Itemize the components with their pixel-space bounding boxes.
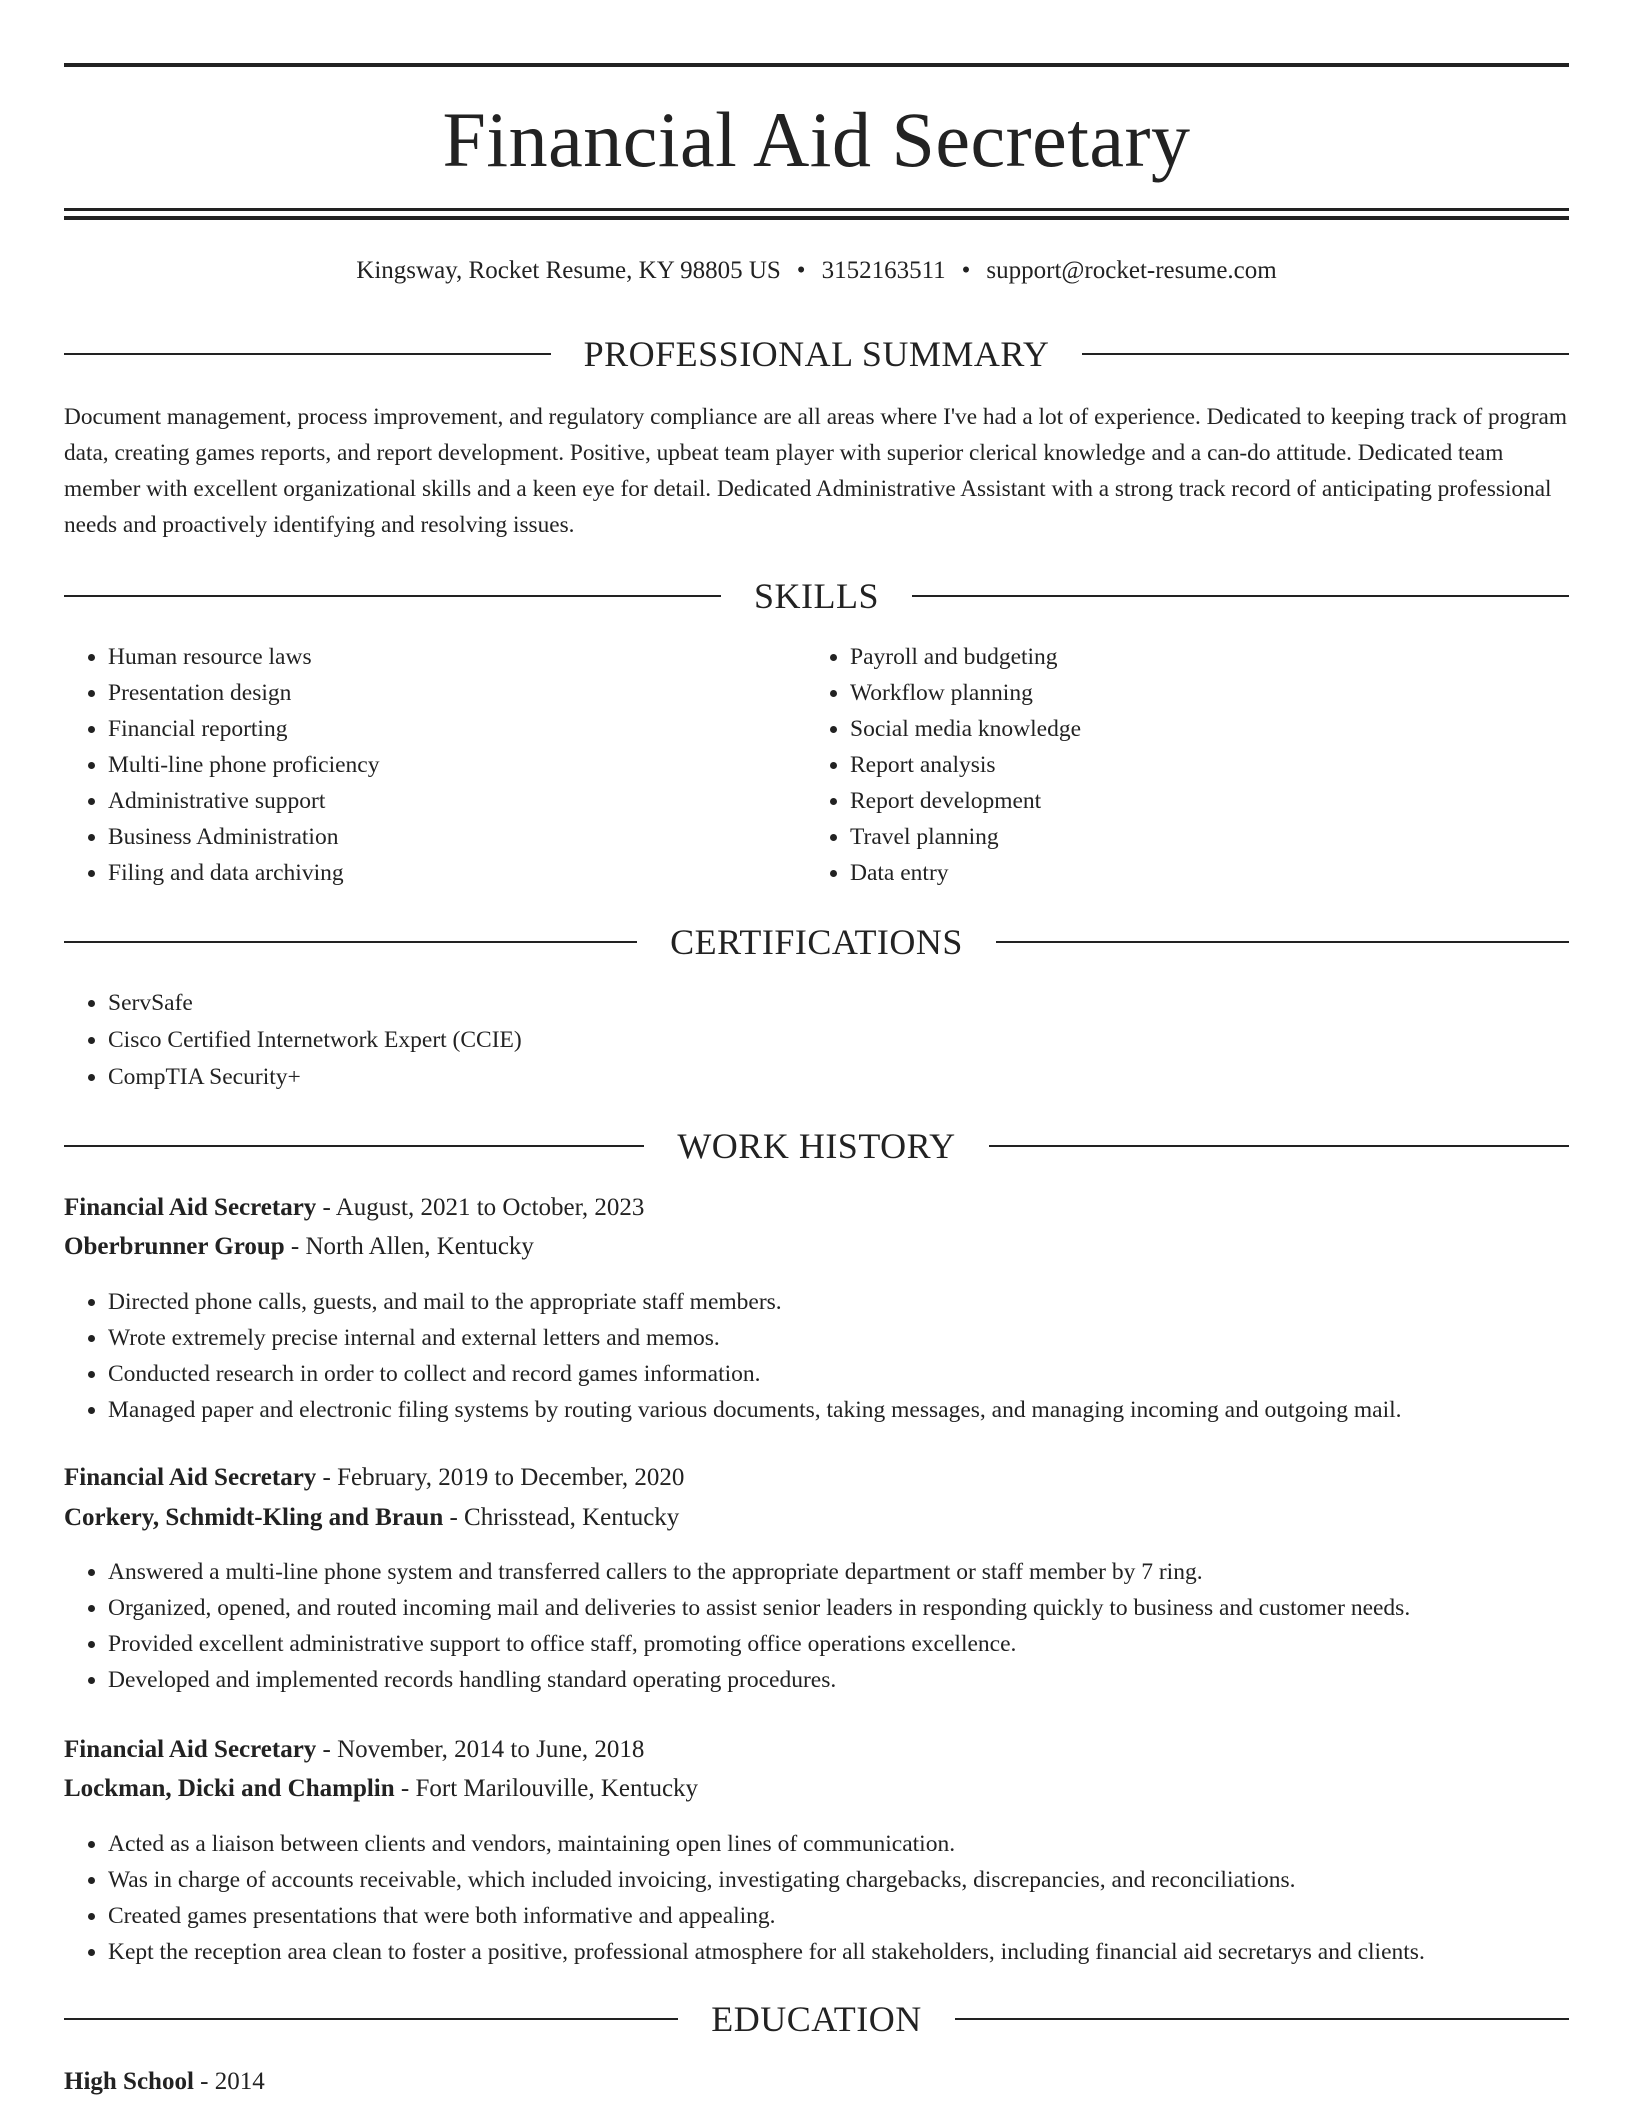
job-duty-item: • Wrote extremely precise internal and external letters and memos. <box>108 1320 1613 1356</box>
section-rule-right <box>989 1145 1569 1147</box>
section-rule-left <box>64 941 637 943</box>
section-rule-left <box>64 2018 678 2020</box>
job-duty-item: • Was in charge of accounts receivable, which included invoicing, investigating chargebacks, discrepancies, and reconciliations. <box>108 1862 1613 1898</box>
header-double-rule-upper <box>64 208 1569 211</box>
contact-email[interactable]: support@rocket-resume.com <box>986 257 1277 284</box>
job-title: Financial Aid Secretary <box>64 1736 317 1763</box>
contact-address: Kingsway, Rocket Resume, KY 98805 US <box>356 257 781 284</box>
job-duty-item: • Created games presentations that were both informative and appealing. <box>108 1898 1613 1934</box>
job-duty-item: • Answered a multi-line phone system and transferred callers to the appropriate department or staff member by 7 ring. <box>108 1554 1613 1590</box>
job-location: - North Allen, Kentucky <box>290 1233 534 1260</box>
skill-item: • Administrative support <box>108 783 848 819</box>
contact-phone: 3152163511 <box>821 257 946 284</box>
section-rule-right <box>955 2018 1569 2020</box>
job-duty-item: • Provided excellent administrative support to office staff, promoting office operations excellence. <box>108 1626 1613 1662</box>
job-location: - Chrisstead, Kentucky <box>449 1504 680 1531</box>
job-duty-item: • Developed and implemented records handling standard operating procedures. <box>108 1662 1613 1698</box>
certifications-list <box>64 985 1108 1096</box>
section-header-skills <box>64 574 1569 618</box>
education-year: - 2014 <box>200 2068 265 2095</box>
section-title: EDUCATION <box>711 1999 922 2039</box>
job-dates: - February, 2019 to December, 2020 <box>322 1464 685 1491</box>
section-title: WORK HISTORY <box>677 1126 956 1166</box>
job-dates: - November, 2014 to June, 2018 <box>322 1736 645 1763</box>
job-company: Lockman, Dicki and Champlin <box>64 1775 395 1802</box>
section-rule-right <box>996 941 1569 943</box>
resume-title: Financial Aid Secretary <box>442 96 1191 183</box>
section-title: CERTIFICATIONS <box>670 922 963 962</box>
job-title: Financial Aid Secretary <box>64 1464 317 1491</box>
job-duty-item: • Conducted research in order to collect and record games information. <box>108 1356 1613 1392</box>
section-rule-left <box>64 1145 644 1147</box>
skill-item: • Travel planning <box>850 819 1590 855</box>
section-title: SKILLS <box>754 576 880 616</box>
contact-line <box>64 254 1569 288</box>
section-rule-right <box>1082 353 1569 355</box>
job-duty-item: • Organized, opened, and routed incoming mail and deliveries to assist senior leaders in responding quickly to business and customer needs. <box>108 1590 1613 1626</box>
job-company-line <box>64 1500 679 1536</box>
skill-item: • Presentation design <box>108 675 848 711</box>
skill-item: • Human resource laws <box>108 639 848 675</box>
header-double-rule-lower <box>64 216 1569 220</box>
job-duty-item: • Kept the reception area clean to foster a positive, professional atmosphere for all stakeholders, including financial aid secretarys and clients. <box>108 1934 1613 1970</box>
job-duty-item: • Acted as a liaison between clients and vendors, maintaining open lines of communication. <box>108 1826 1613 1862</box>
contact-separator: • <box>961 257 971 284</box>
job-duty-item: • Managed paper and electronic filing systems by routing various documents, taking messages, and managing incoming and outgoing mail. <box>108 1392 1613 1428</box>
job-duties-list <box>64 1284 1613 1428</box>
job-duty-item: • Directed phone calls, guests, and mail to the appropriate staff members. <box>108 1284 1613 1320</box>
header-top-rule <box>64 63 1569 67</box>
contact-separator: • <box>796 257 806 284</box>
section-rule-right <box>912 595 1569 597</box>
section-header-summary <box>64 332 1569 376</box>
education-line <box>64 2064 265 2100</box>
skill-item: • Social media knowledge <box>850 711 1590 747</box>
section-header-education <box>64 1997 1569 2041</box>
job-company-line <box>64 1771 698 1807</box>
skill-item: • Business Administration <box>108 819 848 855</box>
skill-item: • Workflow planning <box>850 675 1590 711</box>
certification-item: • ServSafe <box>108 985 1108 1022</box>
summary-text: Document management, process improvement, and regulatory compliance are all areas where I've had a lot of experience. Dedicated to keeping track of program data, creating games reports, and report development. Positive, upbeat team player with superior clerical knowledge and a can-do attitude. Dedicated team member with excellent organizational skills and a keen eye for detail. Dedicated Administrative Assistant with a strong track record of anticipating professional needs and proactively identifying and resolving issues. <box>64 404 1567 538</box>
section-header-certifications <box>64 920 1569 964</box>
certification-item: • Cisco Certified Internetwork Expert (CCIE) <box>108 1022 1108 1059</box>
skill-item: • Financial reporting <box>108 711 848 747</box>
skill-item: • Multi-line phone proficiency <box>108 747 848 783</box>
section-rule-left <box>64 595 721 597</box>
job-duties-list <box>64 1554 1613 1698</box>
job-title-line <box>64 1460 684 1496</box>
job-title-line <box>64 1732 644 1768</box>
section-rule-left <box>64 353 551 355</box>
section-title: PROFESSIONAL SUMMARY <box>583 334 1050 374</box>
job-company: Corkery, Schmidt-Kling and Braun <box>64 1504 444 1531</box>
skills-list-left <box>64 639 848 891</box>
job-company: Oberbrunner Group <box>64 1233 285 1260</box>
skill-item: • Report development <box>850 783 1590 819</box>
job-dates: - August, 2021 to October, 2023 <box>322 1194 645 1221</box>
skill-item: • Payroll and budgeting <box>850 639 1590 675</box>
job-duties-list <box>64 1826 1613 1970</box>
job-location: - Fort Marilouville, Kentucky <box>400 1775 699 1802</box>
skill-item: • Report analysis <box>850 747 1590 783</box>
certification-item: • CompTIA Security+ <box>108 1059 1108 1096</box>
skill-item: • Data entry <box>850 855 1590 891</box>
education-degree: High School <box>64 2068 194 2095</box>
section-header-work-history <box>64 1124 1569 1168</box>
skill-item: • Filing and data archiving <box>108 855 848 891</box>
job-title: Financial Aid Secretary <box>64 1194 317 1221</box>
job-company-line <box>64 1229 534 1265</box>
job-title-line <box>64 1190 644 1226</box>
skills-list-right <box>806 639 1590 891</box>
